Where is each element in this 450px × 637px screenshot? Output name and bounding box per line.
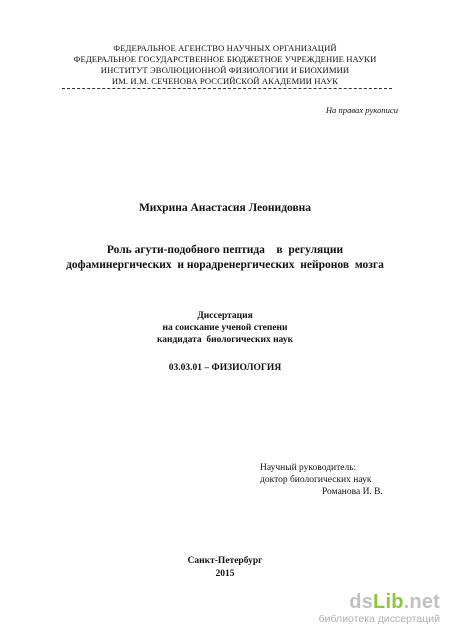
manuscript-rights-note: На правах рукописи: [325, 105, 398, 115]
thesis-title-line-1: Роль агути-подобного пептида в регуляции: [106, 244, 344, 256]
thesis-title-line-2: дофаминергических и норадренергических нейронов мозга: [66, 259, 384, 271]
logo-ds: ds: [349, 591, 374, 613]
city: Санкт-Петербург: [187, 556, 263, 566]
degree-purpose: на соискание ученой степени: [162, 323, 288, 333]
logo-net: .net: [403, 591, 440, 613]
specialty-code: 03.03.01 – ФИЗИОЛОГИЯ: [168, 363, 282, 373]
dslib-watermark: [319, 591, 440, 626]
advisor-degree: доктор биологических наук: [260, 475, 372, 485]
header-line-agency: ФЕДЕРАЛЬНОЕ АГЕНСТВО НАУЧНЫХ ОРГАНИЗАЦИЙ: [113, 43, 337, 53]
dashed-divider: [62, 88, 392, 89]
header-line-institution-type: ФЕДЕРАЛЬНОЕ ГОСУДАРСТВЕННОЕ БЮДЖЕТНОЕ УЧРЕЖДЕНИЕ НАУКИ: [73, 54, 377, 64]
watermark-caption: библиотека диссертаций: [318, 613, 440, 625]
degree-name: кандидата биологических наук: [156, 335, 294, 345]
dissertation-label: Диссертация: [197, 311, 253, 321]
logo-lib: Lib: [373, 591, 404, 613]
year: 2015: [215, 569, 235, 579]
advisor-name: Романова И. В.: [322, 487, 383, 497]
advisor-label: Научный руководитель:: [260, 463, 357, 473]
author-name: Михрина Анастасия Леонидовна: [138, 202, 312, 214]
dslib-logo: [319, 591, 440, 613]
header-line-institute: ИНСТИТУТ ЭВОЛЮЦИОННОЙ ФИЗИОЛОГИИ И БИОХИМИИ: [100, 65, 350, 75]
header-line-academy: ИМ. И.М. СЕЧЕНОВА РОССИЙСКОЙ АКАДЕМИИ НАУК: [111, 76, 339, 86]
